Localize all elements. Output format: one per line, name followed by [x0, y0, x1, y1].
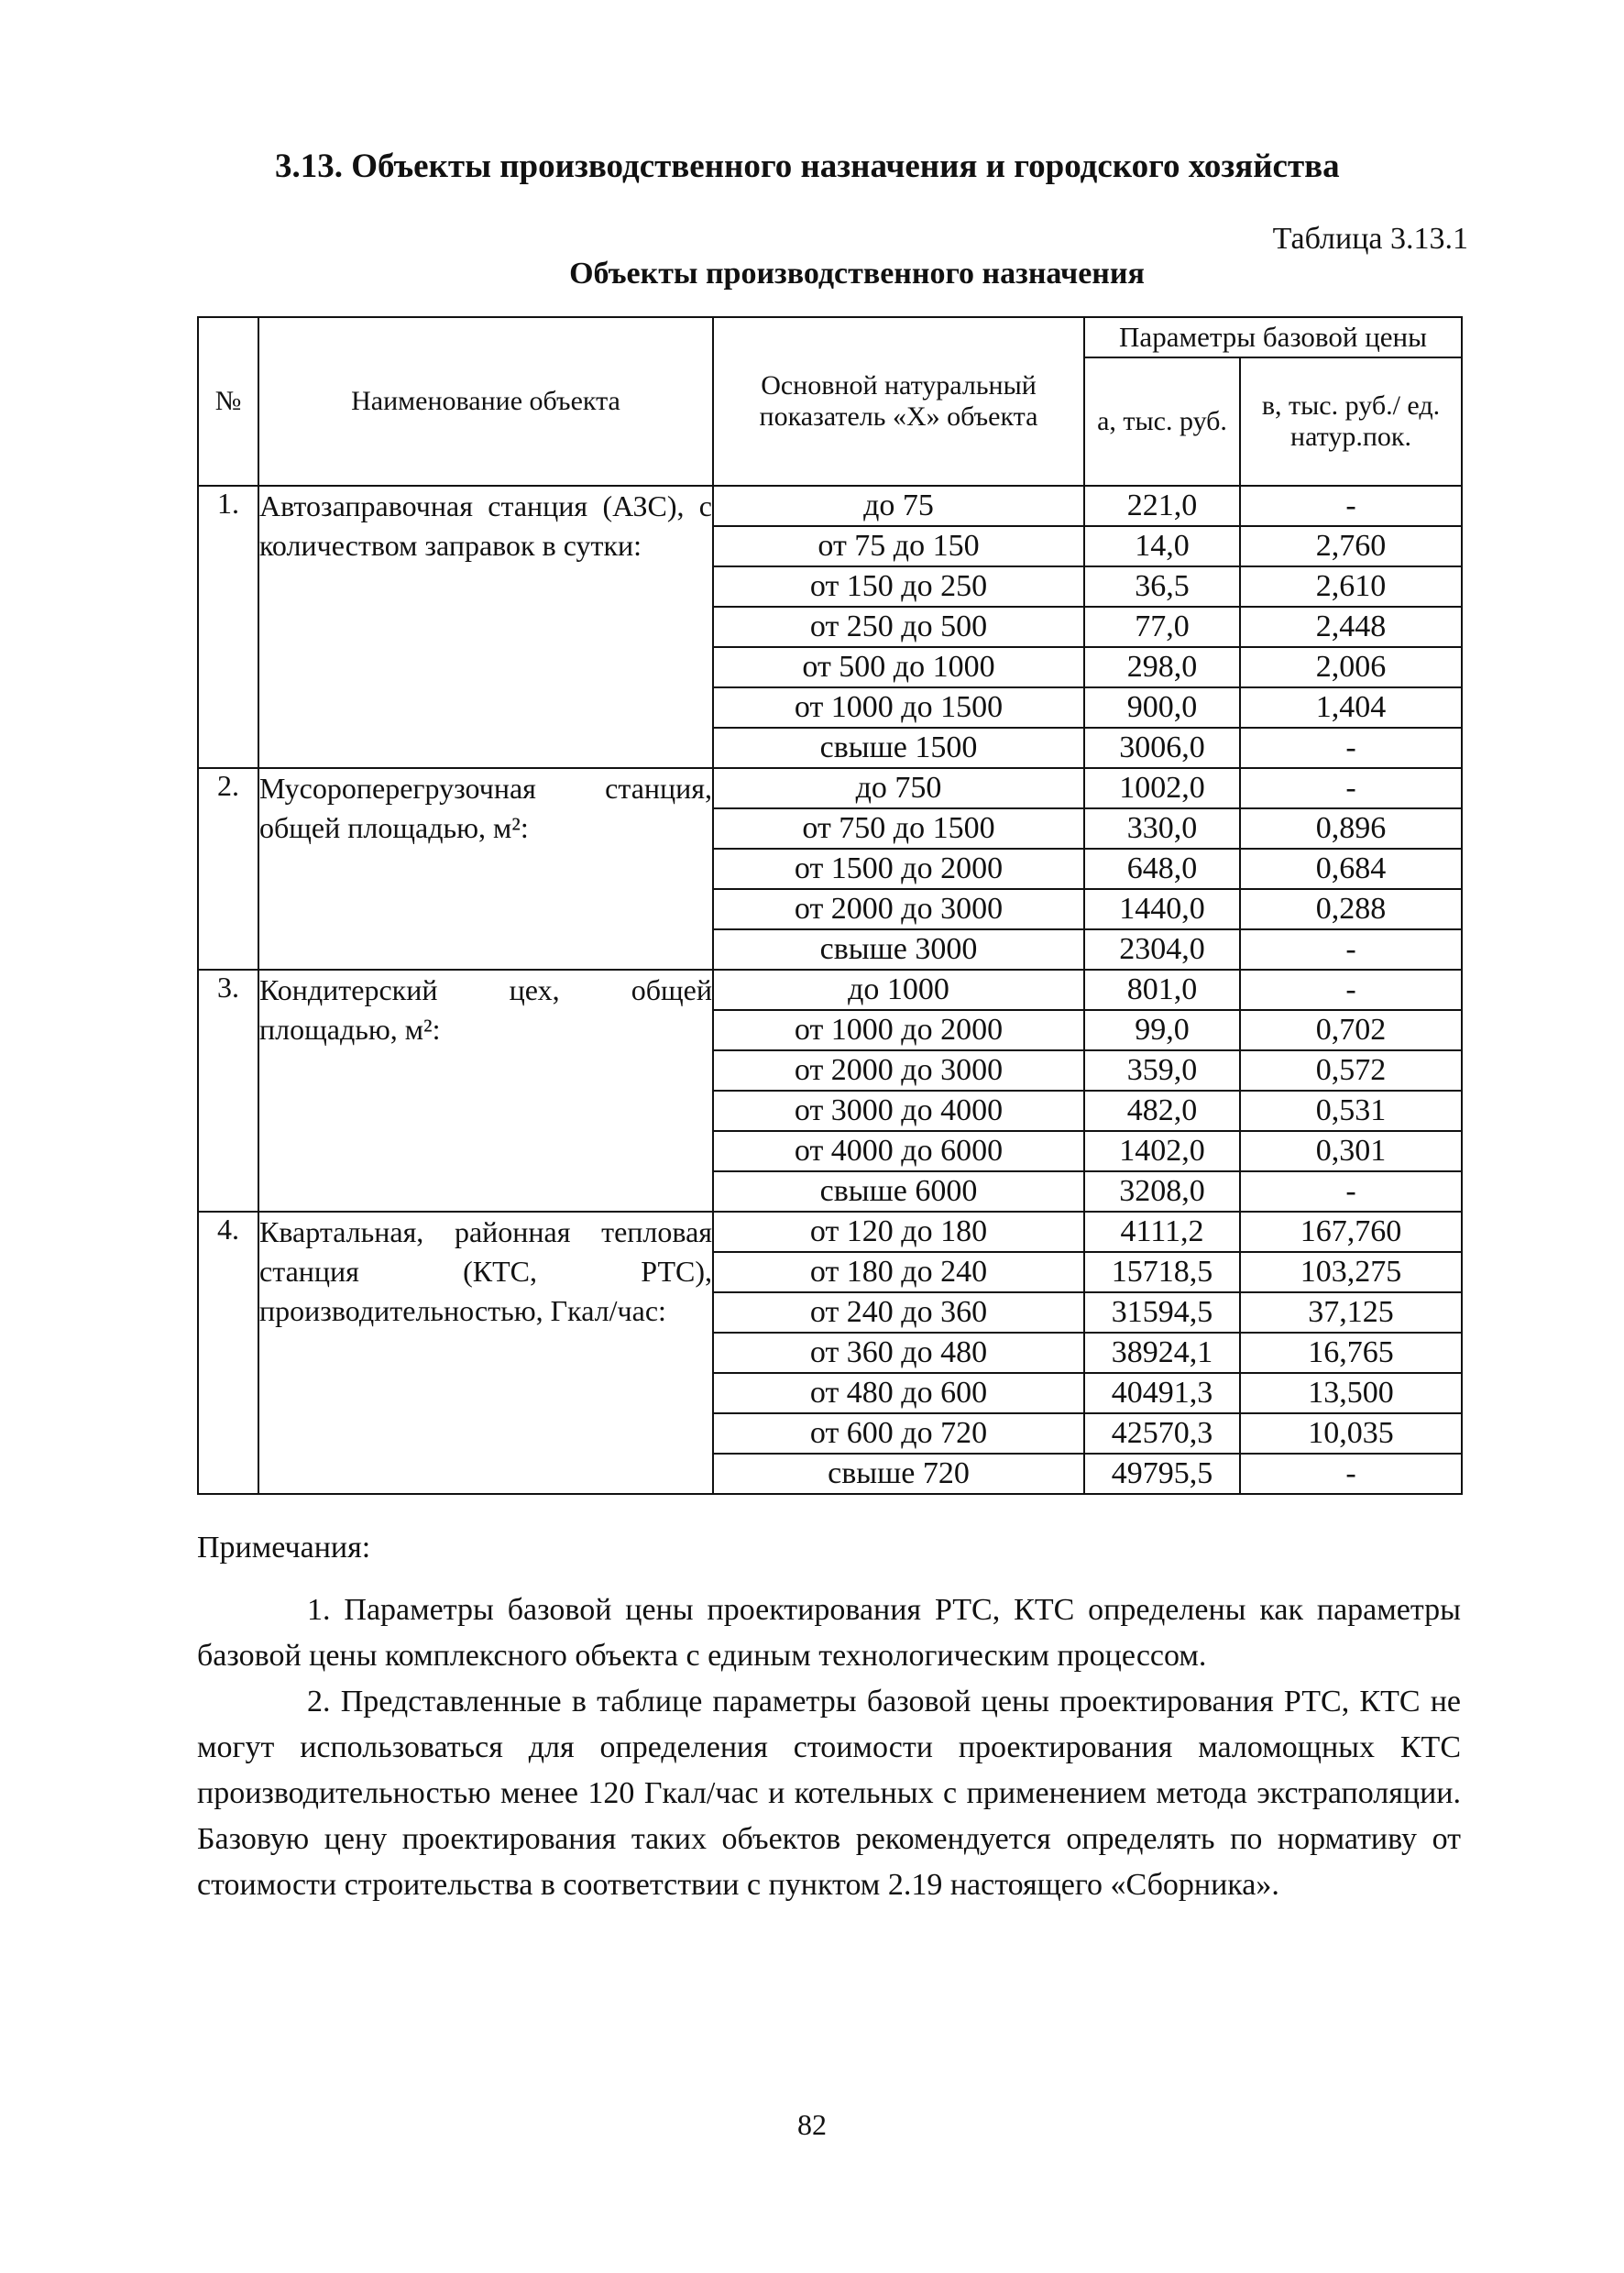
- param-b: 2,006: [1240, 647, 1462, 687]
- param-b: 0,896: [1240, 808, 1462, 849]
- note-1: 1. Параметры базовой цены проектирования РТС, КТС определены как параметры базовой цены комплексного объекта с единым технологическим процессом.: [197, 1593, 1461, 1673]
- table-row: [198, 486, 1462, 526]
- object-name: Квартальная, районная тепловая станция (КТС, РТС), производительностью, Гкал/час:: [258, 1212, 713, 1494]
- param-a: 4111,2: [1084, 1212, 1240, 1252]
- object-name: Автозаправочная станция (АЗС), с количеством заправок в сутки:: [258, 486, 713, 768]
- param-b: 2,448: [1240, 607, 1462, 647]
- param-b: 167,760: [1240, 1212, 1462, 1252]
- param-a: 359,0: [1084, 1050, 1240, 1091]
- param-b: 16,765: [1240, 1333, 1462, 1373]
- param-a: 77,0: [1084, 607, 1240, 647]
- indicator-range: от 2000 до 3000: [713, 1050, 1084, 1091]
- param-a: 1002,0: [1084, 768, 1240, 808]
- param-a: 2304,0: [1084, 929, 1240, 970]
- param-a: 31594,5: [1084, 1292, 1240, 1333]
- table-row: [198, 768, 1462, 808]
- header-name: Наименование объекта: [258, 317, 713, 486]
- indicator-range: от 250 до 500: [713, 607, 1084, 647]
- param-b: 2,610: [1240, 566, 1462, 607]
- indicator-range: от 180 до 240: [713, 1252, 1084, 1292]
- table-row: [198, 970, 1462, 1010]
- param-a: 330,0: [1084, 808, 1240, 849]
- param-b: 1,404: [1240, 687, 1462, 728]
- indicator-range: от 2000 до 3000: [713, 889, 1084, 929]
- indicator-range: от 480 до 600: [713, 1373, 1084, 1413]
- param-b: 0,301: [1240, 1131, 1462, 1171]
- param-a: 900,0: [1084, 687, 1240, 728]
- param-a: 38924,1: [1084, 1333, 1240, 1373]
- price-table: [197, 316, 1463, 1495]
- param-b: -: [1240, 970, 1462, 1010]
- param-a: 40491,3: [1084, 1373, 1240, 1413]
- param-b: 0,288: [1240, 889, 1462, 929]
- object-number: 4.: [198, 1212, 258, 1494]
- param-a: 14,0: [1084, 526, 1240, 566]
- indicator-range: от 360 до 480: [713, 1333, 1084, 1373]
- notes-title: Примечания:: [197, 1531, 371, 1565]
- param-b: 0,684: [1240, 849, 1462, 889]
- indicator-range: от 500 до 1000: [713, 647, 1084, 687]
- indicator-range: от 3000 до 4000: [713, 1091, 1084, 1131]
- object-name: Мусороперегрузочная станция, общей площадью, м²:: [258, 768, 713, 970]
- object-number: 1.: [198, 486, 258, 768]
- header-a: а, тыс. руб.: [1084, 357, 1240, 486]
- param-a: 99,0: [1084, 1010, 1240, 1050]
- table-body: [198, 486, 1462, 1494]
- indicator-range: от 4000 до 6000: [713, 1131, 1084, 1171]
- section-title: 3.13. Объекты производственного назначения и городского хозяйства: [275, 148, 1340, 185]
- header-params: Параметры базовой цены: [1084, 317, 1462, 357]
- param-a: 648,0: [1084, 849, 1240, 889]
- indicator-range: от 120 до 180: [713, 1212, 1084, 1252]
- param-b: 0,572: [1240, 1050, 1462, 1091]
- note-2: 2. Представленные в таблице параметры базовой цены проектирования РТС, КТС не могут использоваться для определения стоимости проектирования маломощных КТС производительностью менее 120 Гкал/час и котельных с применением метода экстраполяции. Базовую цену проектирования таких объектов рекомендуется определять по нормативу от стоимости строительства в соответствии с пунктом 2.19 настоящего «Сборника».: [197, 1685, 1461, 1902]
- param-b: -: [1240, 1171, 1462, 1212]
- param-a: 15718,5: [1084, 1252, 1240, 1292]
- param-b: 0,531: [1240, 1091, 1462, 1131]
- indicator-range: от 75 до 150: [713, 526, 1084, 566]
- param-b: 37,125: [1240, 1292, 1462, 1333]
- param-a: 1440,0: [1084, 889, 1240, 929]
- param-b: 10,035: [1240, 1413, 1462, 1454]
- page-number: 82: [797, 2108, 827, 2141]
- indicator-range: от 600 до 720: [713, 1413, 1084, 1454]
- param-a: 3006,0: [1084, 728, 1240, 768]
- param-b: 103,275: [1240, 1252, 1462, 1292]
- param-b: 13,500: [1240, 1373, 1462, 1413]
- indicator-range: от 750 до 1500: [713, 808, 1084, 849]
- param-b: 2,760: [1240, 526, 1462, 566]
- indicator-range: свыше 720: [713, 1454, 1084, 1494]
- indicator-range: свыше 1500: [713, 728, 1084, 768]
- indicator-range: от 1000 до 2000: [713, 1010, 1084, 1050]
- param-b: -: [1240, 486, 1462, 526]
- indicator-range: от 1500 до 2000: [713, 849, 1084, 889]
- indicator-range: до 750: [713, 768, 1084, 808]
- param-a: 221,0: [1084, 486, 1240, 526]
- param-a: 1402,0: [1084, 1131, 1240, 1171]
- param-a: 36,5: [1084, 566, 1240, 607]
- table-row: [198, 1212, 1462, 1252]
- header-b: в, тыс. руб./ ед. натур.пок.: [1240, 357, 1462, 486]
- header-num: №: [198, 317, 258, 486]
- indicator-range: от 150 до 250: [713, 566, 1084, 607]
- object-number: 2.: [198, 768, 258, 970]
- object-number: 3.: [198, 970, 258, 1212]
- param-a: 3208,0: [1084, 1171, 1240, 1212]
- param-a: 298,0: [1084, 647, 1240, 687]
- param-b: -: [1240, 929, 1462, 970]
- indicator-range: до 75: [713, 486, 1084, 526]
- param-a: 801,0: [1084, 970, 1240, 1010]
- indicator-range: от 240 до 360: [713, 1292, 1084, 1333]
- table-caption: Таблица 3.13.1: [1272, 222, 1468, 256]
- param-a: 42570,3: [1084, 1413, 1240, 1454]
- indicator-range: свыше 3000: [713, 929, 1084, 970]
- indicator-range: от 1000 до 1500: [713, 687, 1084, 728]
- object-name: Кондитерский цех, общей площадью, м²:: [258, 970, 713, 1212]
- indicator-range: до 1000: [713, 970, 1084, 1010]
- param-b: -: [1240, 728, 1462, 768]
- indicator-range: свыше 6000: [713, 1171, 1084, 1212]
- param-a: 482,0: [1084, 1091, 1240, 1131]
- table-title: Объекты производственного назначения: [569, 257, 1145, 291]
- param-a: 49795,5: [1084, 1454, 1240, 1494]
- param-b: -: [1240, 768, 1462, 808]
- param-b: 0,702: [1240, 1010, 1462, 1050]
- table-header: [198, 317, 1462, 486]
- param-b: -: [1240, 1454, 1462, 1494]
- header-indicator: Основной натуральный показатель «Х» объекта: [713, 317, 1084, 486]
